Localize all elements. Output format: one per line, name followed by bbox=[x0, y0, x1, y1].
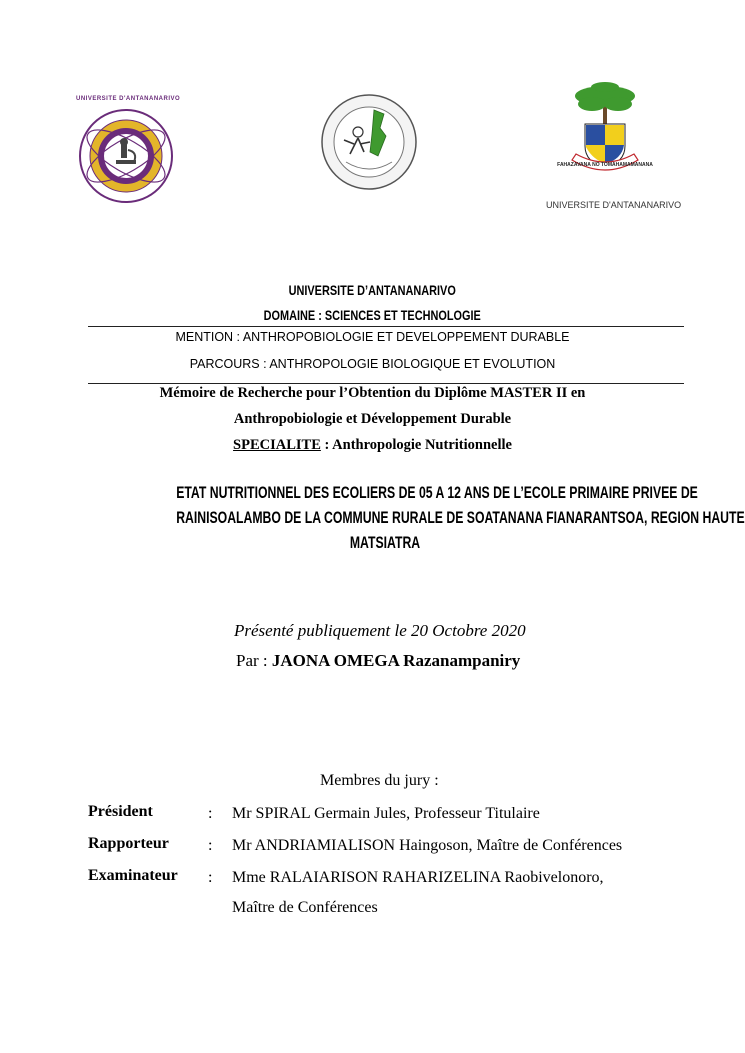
jury-name-rapporteur: Mr ANDRIAMIALISON Haingoson, Maître de Conférences bbox=[232, 837, 623, 854]
jury-role-rapporteur: Rapporteur bbox=[88, 835, 169, 852]
author-name: JAONA OMEGA Razanampaniry bbox=[271, 651, 521, 670]
presentation-date: Présenté publiquement le 20 Octobre 2020 bbox=[234, 621, 526, 640]
faculty-logo-top-text: UNIVERSITE D'ANTANANARIVO bbox=[76, 96, 181, 102]
faculty-logo bbox=[72, 92, 182, 210]
svg-text:FAHAZAVANA NO TOMAHAMAMANANA: FAHAZAVANA NO TOMAHAMAMANANA bbox=[557, 162, 653, 168]
thesis-title-line-3: MATSIATRA bbox=[349, 533, 421, 552]
jury-colon-examinateur: : bbox=[208, 869, 213, 886]
university-heading-text: UNIVERSITE D’ANTANANARIVO bbox=[288, 282, 457, 298]
faculty-seal-icon bbox=[76, 106, 176, 206]
speciality-value: : Anthropologie Nutritionnelle bbox=[320, 437, 512, 453]
jury-name-examinateur-cont: Maître de Conférences bbox=[232, 899, 378, 916]
author-by-label: Par : bbox=[236, 651, 272, 670]
mention-line: MENTION : ANTHROPOBIOLOGIE ET DEVELOPPEMENT DURABLE bbox=[175, 330, 570, 344]
thesis-title-line-1: ETAT NUTRITIONNEL DES ECOLIERS DE 05 A 12 ANS DE L’ECOLE PRIMAIRE PRIVEE DE bbox=[176, 483, 698, 502]
jury-heading: Membres du jury : bbox=[320, 772, 439, 789]
domain-heading bbox=[0, 307, 745, 325]
domain-heading-text: DOMAINE : SCIENCES ET TECHNOLOGIE bbox=[263, 307, 482, 323]
author-line bbox=[236, 651, 520, 671]
speciality-line bbox=[0, 437, 745, 454]
mention-seal-icon bbox=[316, 92, 422, 192]
thesis-title-line-2: RAINISOALAMBO DE LA COMMUNE RURALE DE SOATANANA FIANARANTSOA, REGION HAUTE bbox=[176, 508, 745, 527]
speciality-label: SPECIALITE bbox=[233, 437, 321, 453]
mention-logo bbox=[316, 92, 422, 192]
jury-name-president: Mr SPIRAL Germain Jules, Professeur Titulaire bbox=[232, 805, 540, 822]
jury-role-examinateur: Examinateur bbox=[88, 867, 178, 884]
university-crest-icon bbox=[552, 82, 658, 186]
header-rule-top bbox=[88, 326, 684, 327]
university-logo bbox=[540, 82, 682, 212]
jury-role-president: Président bbox=[88, 803, 153, 820]
jury-colon-rapporteur: : bbox=[208, 837, 213, 854]
jury-colon-president: : bbox=[208, 805, 213, 822]
header-rule-bottom bbox=[88, 383, 684, 384]
memoire-line-1: Mémoire de Recherche pour l’Obtention du Diplôme MASTER II en bbox=[159, 385, 586, 401]
memoire-line-2: Anthropobiologie et Développement Durable bbox=[233, 411, 512, 427]
university-logo-caption: UNIVERSITE D'ANTANANARIVO bbox=[546, 200, 682, 210]
parcours-line: PARCOURS : ANTHROPOLOGIE BIOLOGIQUE ET EVOLUTION bbox=[189, 357, 556, 371]
university-heading bbox=[0, 282, 745, 300]
jury-name-examinateur: Mme RALAIARISON RAHARIZELINA Raobivelonoro, bbox=[232, 869, 604, 886]
thesis-title bbox=[95, 480, 745, 555]
